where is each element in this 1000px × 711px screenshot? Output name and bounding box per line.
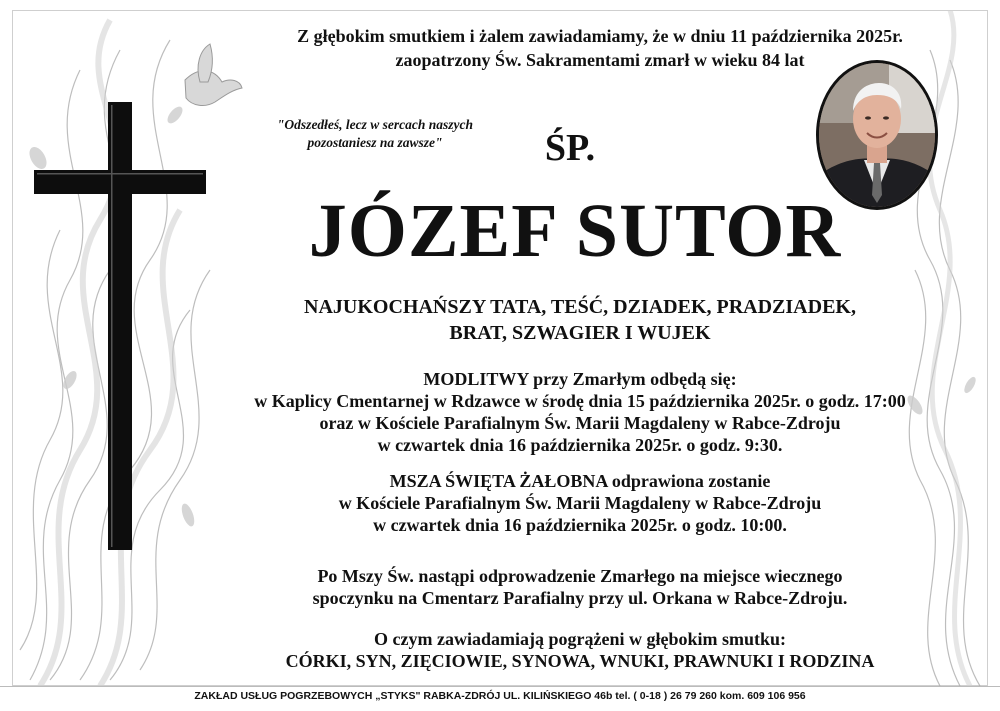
mass-line-1: MSZA ŚWIĘTA ŻAŁOBNA odprawiona zostanie xyxy=(389,471,771,491)
deceased-name: JÓZEF SUTOR xyxy=(308,189,842,273)
mass-line-3: w czwartek dnia 16 października 2025r. o godz. 10:00. xyxy=(373,515,787,535)
announcement-line-2: zaopatrzony Św. Sakramentami zmarł w wieku 84 lat xyxy=(395,50,805,70)
quote-line-2: pozostaniesz na zawsze" xyxy=(307,135,443,150)
procession-section xyxy=(200,565,960,609)
mourners-section xyxy=(200,628,960,672)
funeral-mass-section xyxy=(200,470,960,536)
prayers-line-3: oraz w Kościele Parafialnym Św. Marii Magdaleny w Rabce-Zdroju xyxy=(319,413,841,433)
prayers-line-4: w czwartek dnia 16 października 2025r. o godz. 9:30. xyxy=(377,435,783,455)
mourners-line-2: CÓRKI, SYN, ZIĘCIOWIE, SYNOWA, WNUKI, PRAWNUKI I RODZINA xyxy=(285,651,875,671)
relations-line-2: BRAT, SZWAGIER I WUJEK xyxy=(449,322,711,344)
prayers-section xyxy=(200,368,960,456)
footer-divider xyxy=(0,686,1000,687)
mass-line-2: w Kościele Parafialnym Św. Marii Magdaleny w Rabce-Zdroju xyxy=(338,493,822,513)
prayers-line-1: MODLITWY przy Zmarłym odbędą się: xyxy=(423,369,737,389)
prayers-line-2: w Kaplicy Cmentarnej w Rdzawce w środę dnia 15 października 2025r. o godz. 17:00 xyxy=(254,391,906,411)
relations-line-1: NAJUKOCHAŃSZY TATA, TEŚĆ, DZIADEK, PRADZIADEK, xyxy=(304,296,856,318)
procession-line-2: spoczynku na Cmentarz Parafialny przy ul. Orkana w Rabce-Zdroju. xyxy=(312,588,848,608)
title-prefix: ŚP. xyxy=(544,127,596,169)
family-relations xyxy=(200,294,960,346)
funeral-home-footer: ZAKŁAD USŁUG POGRZEBOWYCH „STYKS" RABKA-ZDRÓJ UL. KILIŃSKIEGO 46b tel. ( 0-18 ) 26 79 260 kom. 609 106 956 xyxy=(194,690,806,702)
memorial-quote xyxy=(255,116,495,152)
procession-line-1: Po Mszy Św. nastąpi odprowadzenie Zmarłego na miejsce wiecznego xyxy=(317,566,843,586)
announcement-line-1: Z głębokim smutkiem i żalem zawiadamiamy, że w dniu 11 października 2025r. xyxy=(297,26,903,46)
mourners-line-1: O czym zawiadamiają pogrążeni w głębokim smutku: xyxy=(374,629,786,649)
quote-line-1: "Odszedłeś, lecz w sercach naszych xyxy=(276,117,474,132)
